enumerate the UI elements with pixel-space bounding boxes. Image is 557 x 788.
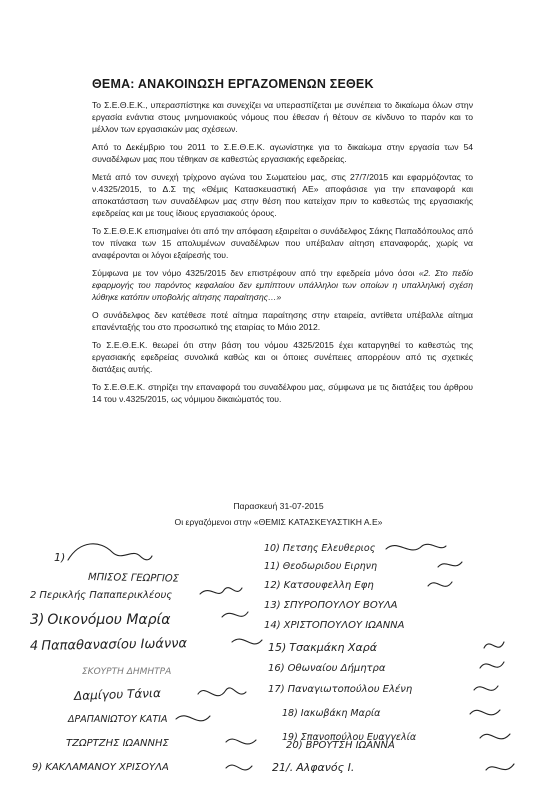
signature-11: 11) Θεοδωριδου Ειρηνη [264,561,377,572]
signature-10: 10) Πετσης Ελευθεριος [264,543,376,554]
paragraph-8: Το Σ.Ε.Θ.Ε.Κ. στηρίζει την επαναφορά του συναδέλφου μας, σύμφωνα με τις διατάξεις του άρθρου 14 του ν.4325/2015, ως νόμιμου δικαιώματός του. [92,382,473,404]
date-line: Παρασκευή 31-07-2015 [233,501,324,511]
paragraph-2: Από το Δεκέμβριο του 2011 το Σ.Ε.Θ.Ε.Κ. αγωνίστηκε για το δικαίωμα στην εργασία των 54 συναδέλφων μας που τέθηκαν σε καθεστώς εργασιακής εφεδρείας. [92,141,473,164]
signature-6: Δαμίγου Τάνια [73,685,162,703]
workers-line: Οι εργαζόμενοι στην «ΘΕΜΙΣ ΚΑΤΑΣΚΕΥΑΣΤΙΚΗ Α.Ε» [174,517,383,527]
signature-16: 16) Οθωναίου Δήμητρα [268,663,386,674]
signature-14: 14) ΧΡΙΣΤΟΠΟΥΛΟΥ ΙΩΑΝΝΑ [264,620,405,631]
signature-21: 21/. Αλφανός Ι. [272,761,355,774]
document-title: ΘΕΜΑ: ΑΝΑΚΟΙΝΩΣΗ ΕΡΓΑΖΟΜΕΝΩΝ ΣΕΘΕΚ [92,77,374,91]
signature-15: 15) Τσακμάκη Χαρά [268,641,377,654]
signature-19: 19) Σπανοπούλου Ευαγγελία [282,732,417,743]
paragraph-4: Το Σ.Ε.Θ.Ε.Κ επισημαίνει ότι από την απόφαση εξαιρείται ο συνάδελφος Σάκης Παπαδόπουλος από τον πίνακα των 15 απολυμένων συναδέλφων που υπέβαλαν αίτηση επαναφοράς, χωρίς να αναφέρονται οι λόγοι εξαίρεσής του. [92,225,473,260]
paragraph-5-text: Σύμφωνα με τον νόμο 4325/2015 δεν επιστρέφουν από την εφεδρεία μόνο όσοι [92,267,415,278]
signature-20: 20) ΒΡΟΥΤΣΗ ΙΩΑΝΝΑ [286,740,395,751]
signature-13: 13) ΣΠΥΡΟΠΟΥΛΟΥ ΒΟΥΛΑ [264,600,398,611]
signature-17: 17) Παναγιωτοπούλου Ελένη [268,684,413,695]
signature-3: 3) Οικονόμου Μαρία [30,612,171,628]
paragraph-7: Το Σ.Ε.Θ.Ε.Κ. θεωρεί ότι στην βάση του νόμου 4325/2015 έχει καταργηθεί το καθεστώς της εργασιακής εφεδρείας συνολικά καθώς και οι όποιες συνέπειες απορρέουν από τις σχετικές διατάξεις αυτής. [92,340,473,374]
signature-4: 4 Παπαθανασίου Ιωάννα [29,636,188,654]
signature-18: 18) Ιακωβάκη Μαρία [282,708,381,719]
signature-9: 9) ΚΑΚΛΑΜΑΝΟΥ ΧΡΙΣΟΥΛΑ [32,762,169,773]
signature-7: ΔΡΑΠΑΝΙΩΤΟΥ ΚΑΤΙΑ [68,714,168,725]
signature-2: 2 Περικλής Παπαπερικλέους [30,590,173,601]
signature-12: 12) Κατσουφελλη Εφη [264,580,374,591]
signature-1-number: 1) [54,551,66,564]
signature-1: ΜΠΙΣΟΣ ΓΕΩΡΓΙΟΣ [87,572,180,585]
law-quote: «2. Στο πεδίο εφαρμογής του παρόντος κεφαλαίου δεν εμπίπτουν υπάλληλοι των οποίων η υπαλληλική σχέση λύθηκε κατόπιν υποβολής αίτησης παραίτησης…» [92,267,474,302]
paragraph-3: Μετά από τον συνεχή τρίχρονο αγώνα του Σωματείου μας, στις 27/7/2015 και εφαρμόζοντας το ν.4325/2015, το Δ.Σ της «Θέμις Κατασκευαστική ΑΕ» αποφάσισε για την επαναφορά και αποκατάσταση των συναδέλφων μας στην θέση που κατείχαν πριν το καθεστώς της εργασιακής εφεδρείας και με τους ίδιους εργασιακούς όρους. [92,172,473,218]
paragraph-6: Ο συνάδελφος δεν κατέθεσε ποτέ αίτημα παραίτησης στην εταιρεία, αντίθετα υπέβαλλε αίτημα επανένταξής του στο προσωπικό της εταιρίας το Μάιο 2012. [92,309,473,332]
paragraph-1: Το Σ.Ε.Θ.Ε.Κ., υπερασπίστηκε και συνεχίζει να υπερασπίζεται με συνέπεια το δικαίωμα όλων στην εργασία ενάντια στους μνημονιακούς νόμους που έθεσαν ή θέτουν σε κίνδυνο το παρόν και το μέλλον των εργασιακών μας σχέσεων. [92,100,473,134]
signature-8: ΤΖΩΡΤΖΗΣ ΙΩΑΝΝΗΣ [66,738,169,749]
signature-5: ΣΚΟΥΡΤΗ ΔΗΜΗΤΡΑ [82,667,172,677]
